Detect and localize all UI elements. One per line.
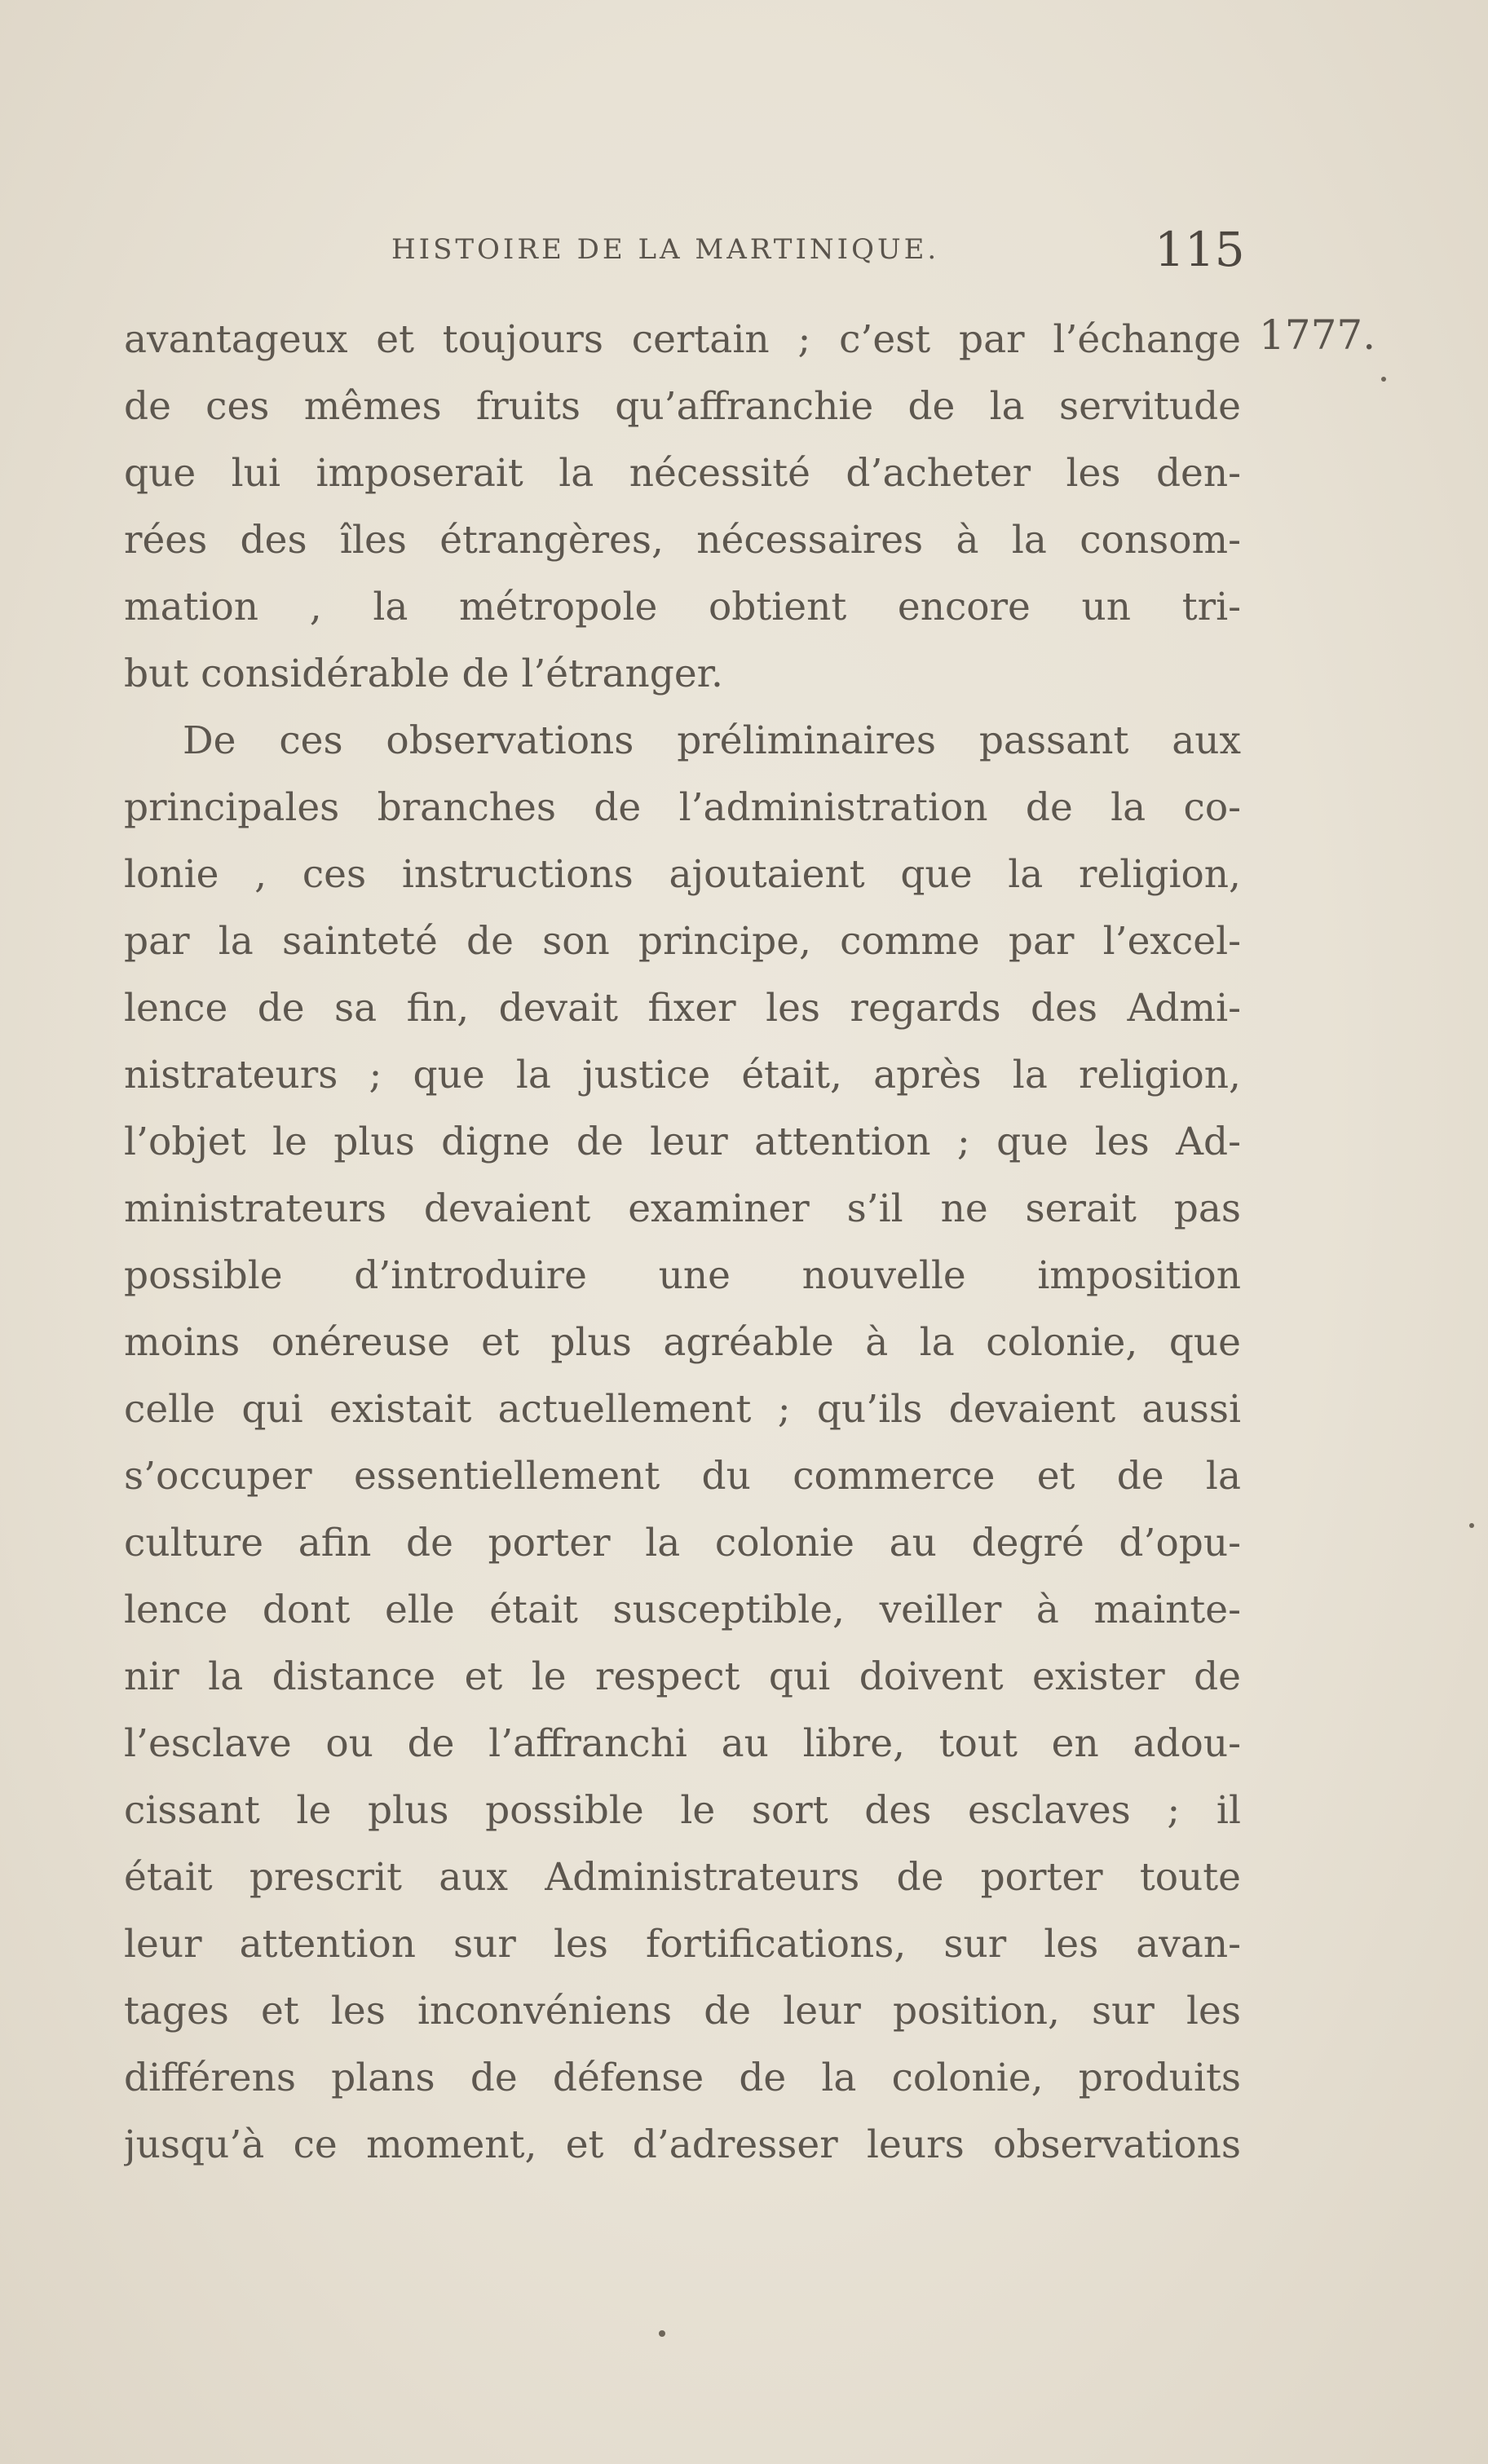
text-line: tages et les inconvéniens de leur position, sur les <box>124 1989 1241 2033</box>
text-line: celle qui existait actuellement ; qu’ils devaient aussi <box>124 1387 1241 1432</box>
running-title: HISTOIRE DE LA MARTINIQUE. <box>391 233 940 266</box>
text-line: lence dont elle était susceptible, veiller à mainte- <box>124 1587 1241 1632</box>
text-line: par la sainteté de son principe, comme par l’excel- <box>124 919 1241 964</box>
text-line: jusqu’à ce moment, et d’adresser leurs observations <box>124 2122 1241 2167</box>
text-line: cissant le plus possible le sort des esclaves ; il <box>124 1788 1241 1833</box>
page-number: 115 <box>1155 222 1245 277</box>
text-line: possible d’introduire une nouvelle imposition <box>124 1253 1241 1298</box>
text-line: De ces observations préliminaires passant aux <box>183 718 1241 763</box>
margin-year-note: 1777. <box>1259 311 1376 359</box>
body-text <box>124 307 1241 2179</box>
paper-speck <box>1469 1523 1474 1528</box>
text-line: moins onéreuse et plus agréable à la colonie, que <box>124 1320 1241 1365</box>
text-line: but considérable de l’étranger. <box>124 651 723 696</box>
text-line: nir la distance et le respect qui doivent exister de <box>124 1654 1241 1699</box>
text-line: rées des îles étrangères, nécessaires à la consom- <box>124 518 1241 563</box>
text-line: que lui imposerait la nécessité d’acheter les den- <box>124 451 1241 496</box>
text-line: lence de sa fin, devait fixer les regards des Admi- <box>124 986 1241 1031</box>
text-line: lonie , ces instructions ajoutaient que la religion, <box>124 852 1241 897</box>
text-line: principales branches de l’administration de la co- <box>124 785 1241 830</box>
text-line: mation , la métropole obtient encore un tri- <box>124 585 1241 629</box>
paper-speck <box>1381 377 1386 382</box>
text-line: leur attention sur les fortifications, sur les avan- <box>124 1922 1241 1967</box>
text-line: était prescrit aux Administrateurs de porter toute <box>124 1855 1241 1900</box>
paper-speck <box>659 2330 665 2337</box>
text-line: de ces mêmes fruits qu’affranchie de la servitude <box>124 384 1241 429</box>
text-line: s’occuper essentiellement du commerce et de la <box>124 1454 1241 1499</box>
text-line: culture afin de porter la colonie au degré d’opu- <box>124 1521 1241 1565</box>
text-line: différens plans de défense de la colonie, produits <box>124 2056 1241 2100</box>
running-head <box>359 222 1245 287</box>
text-line: nistrateurs ; que la justice était, après la religion, <box>124 1053 1241 1097</box>
text-line: ministrateurs devaient examiner s’il ne serait pas <box>124 1186 1241 1231</box>
text-line: avantageux et toujours certain ; c’est par l’échange <box>124 317 1241 362</box>
text-line: l’esclave ou de l’affranchi au libre, tout en adou- <box>124 1721 1241 1766</box>
text-line: l’objet le plus digne de leur attention ; que les Ad- <box>124 1119 1241 1164</box>
